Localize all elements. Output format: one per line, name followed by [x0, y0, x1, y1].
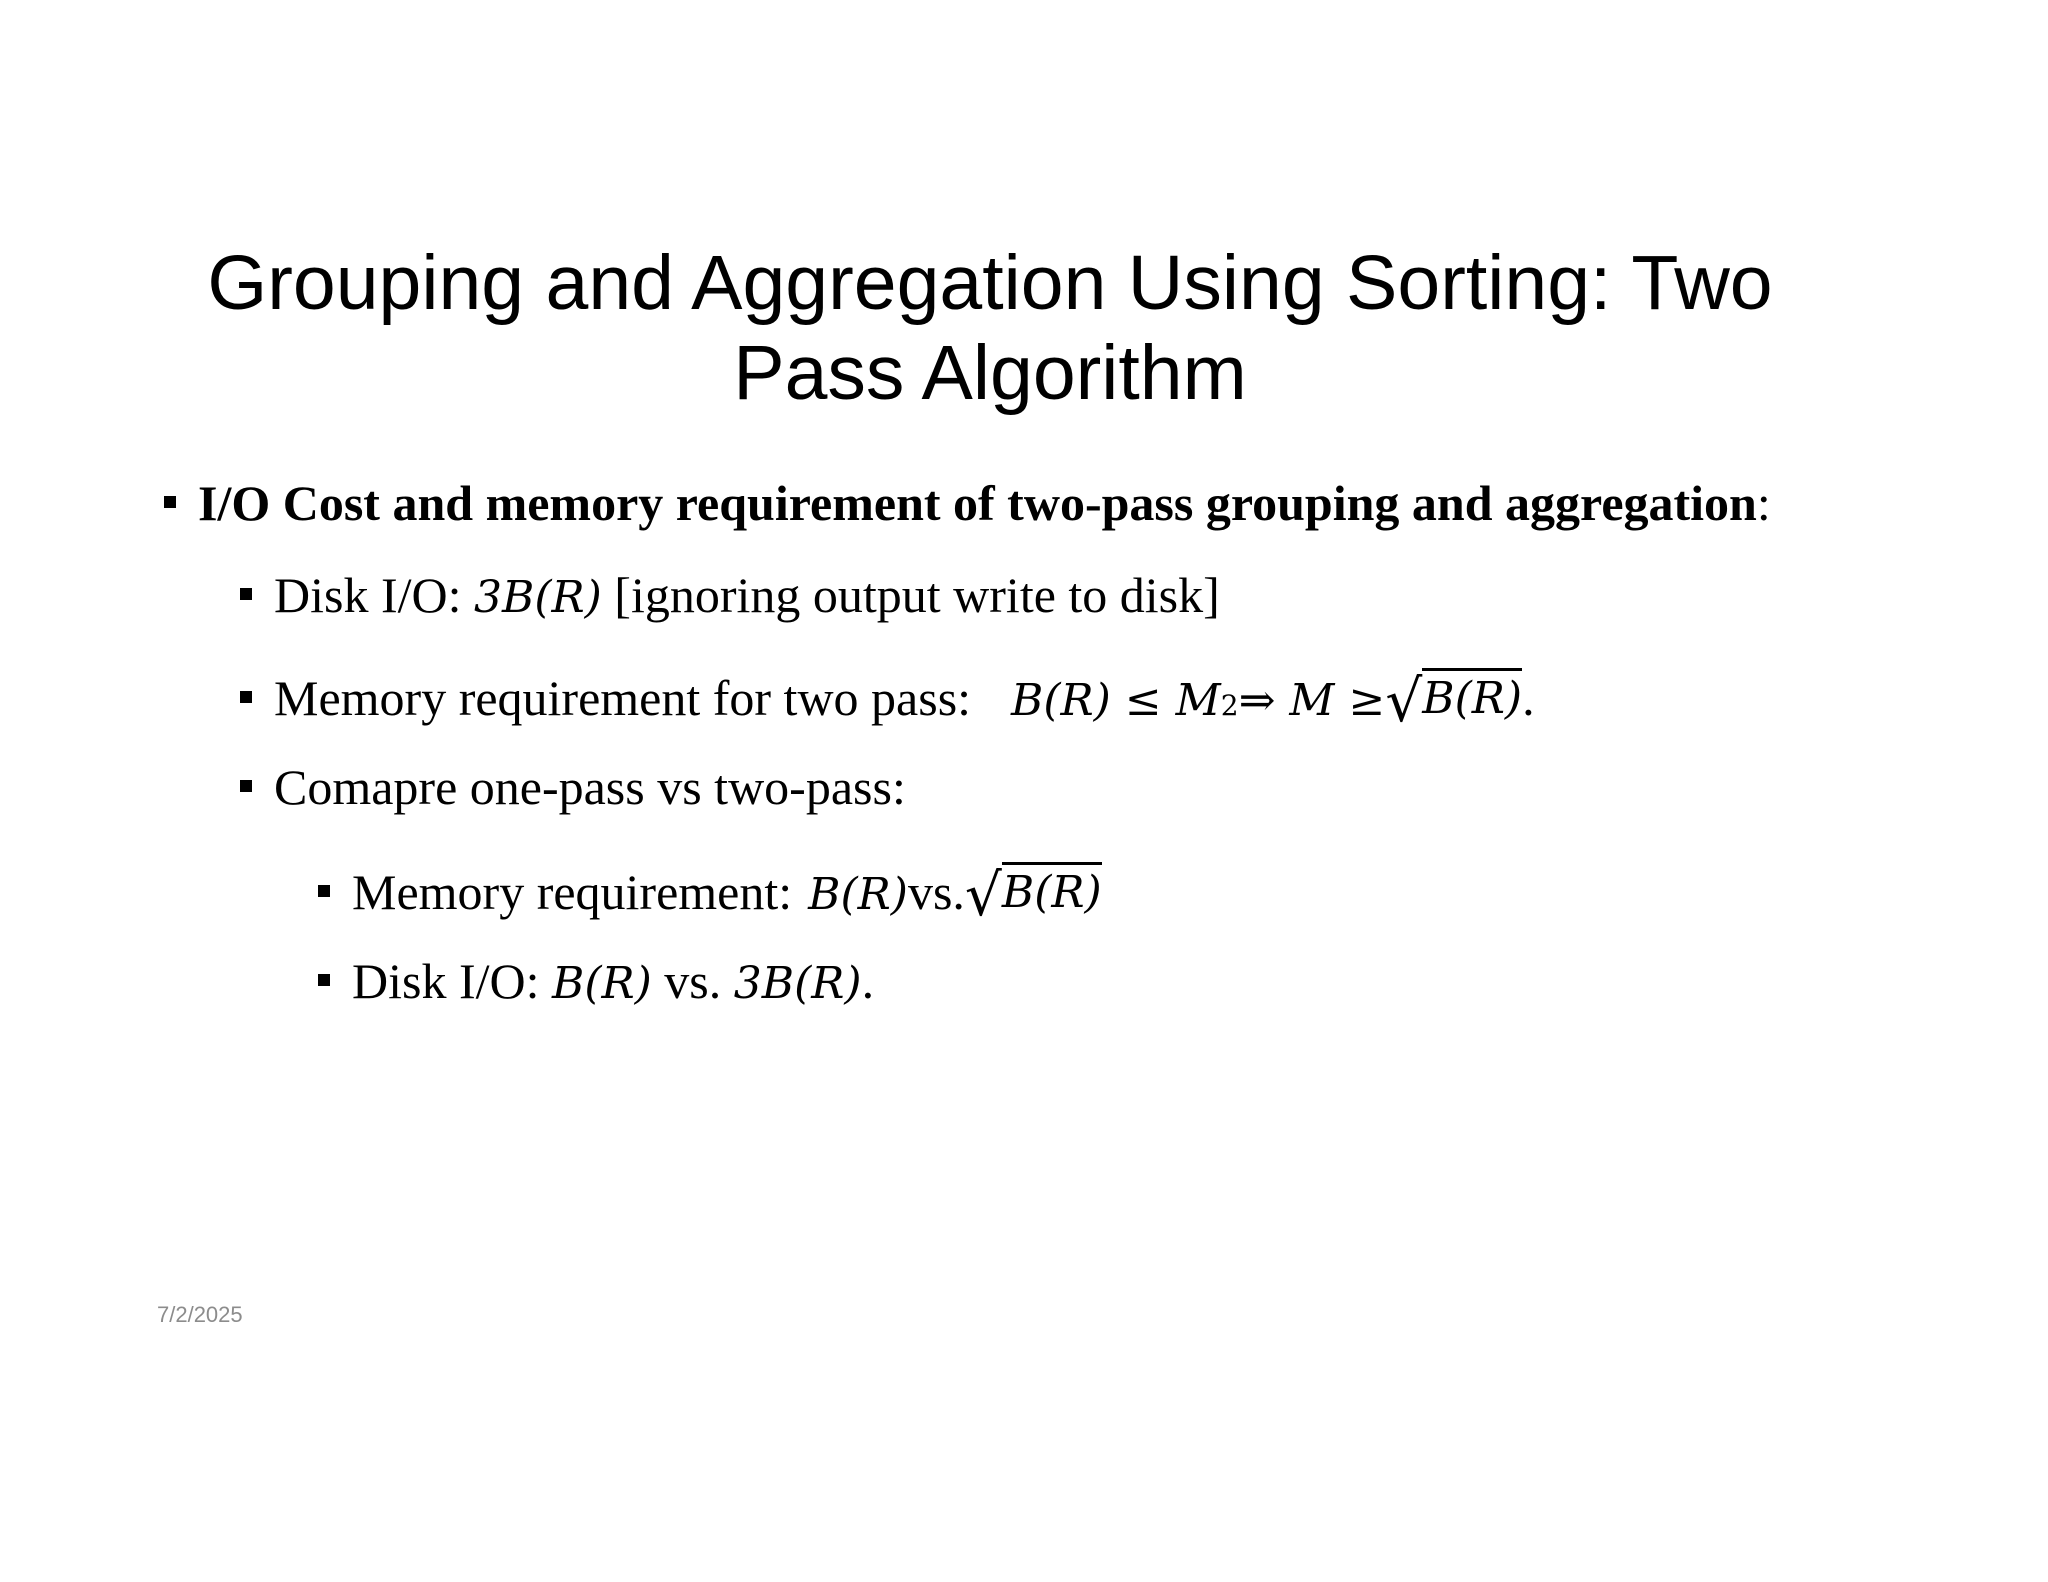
- slide-title-line-1: Grouping and Aggregation Using Sorting: Two: [207, 240, 1773, 326]
- slide-title: [150, 238, 1830, 418]
- bullet-compare: [240, 758, 906, 816]
- square-bullet-icon: [164, 496, 176, 508]
- memory-math-mid: ⇒ M ≥: [1238, 675, 1386, 726]
- compare-memory-math: B(R): [808, 869, 908, 920]
- memory-suffix: .: [1522, 670, 1535, 726]
- square-bullet-icon: [240, 780, 252, 792]
- memory-sqrt: [1385, 666, 1523, 735]
- memory-exponent: 2: [1220, 689, 1239, 722]
- compare-memory-vs: vs.: [907, 864, 965, 920]
- square-bullet-icon: [240, 588, 252, 600]
- bullet-main: [164, 474, 1771, 532]
- compare-memory-label: Memory requirement:: [352, 864, 793, 920]
- compare-label: Comapre one-pass vs two-pass:: [274, 759, 906, 815]
- memory-label: Memory requirement for two pass:: [274, 670, 972, 726]
- disk-io-suffix: [ignoring output write to disk]: [601, 567, 1220, 623]
- compare-disk-suffix: .: [861, 953, 875, 1009]
- bullet-memory-requirement: [240, 666, 1535, 735]
- compare-memory-sqrt-body: B(R): [1002, 862, 1102, 918]
- compare-disk-vs: vs.: [651, 953, 734, 1009]
- slide-title-line-2: Pass Algorithm: [733, 330, 1247, 416]
- disk-io-label: Disk I/O:: [274, 567, 474, 623]
- compare-memory-sqrt: [964, 860, 1102, 929]
- memory-sqrt-body: B(R): [1422, 668, 1522, 724]
- square-bullet-icon: [318, 885, 330, 897]
- memory-math-lhs: B(R) ≤ M: [1011, 675, 1221, 726]
- bullet-compare-disk-io: [318, 952, 874, 1010]
- bullet-compare-memory: [318, 860, 1102, 929]
- square-bullet-icon: [240, 691, 252, 703]
- disk-io-math: 3B(R): [474, 572, 602, 623]
- compare-disk-math1: B(R): [552, 958, 652, 1009]
- compare-disk-label: Disk I/O:: [352, 953, 552, 1009]
- bullet-main-bold-text: I/O Cost and memory requirement of two-pass grouping and aggregation: [198, 475, 1757, 531]
- square-bullet-icon: [318, 974, 330, 986]
- sqrt-icon: √: [964, 861, 1002, 929]
- sqrt-icon: √: [1385, 667, 1423, 735]
- bullet-main-colon: :: [1756, 475, 1771, 531]
- footer-date: 7/2/2025: [157, 1302, 243, 1327]
- compare-disk-math2: 3B(R): [733, 958, 862, 1009]
- bullet-disk-io: [240, 566, 1220, 624]
